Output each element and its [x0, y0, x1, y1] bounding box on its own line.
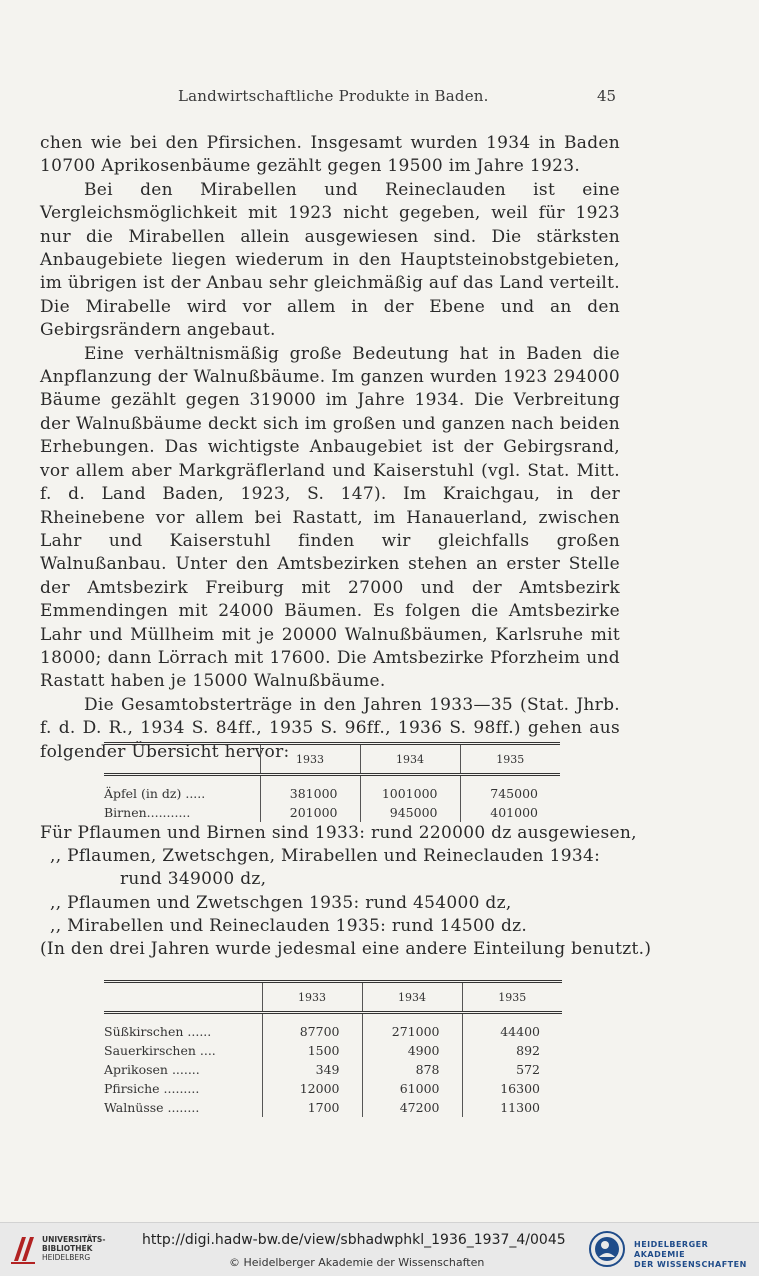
cell-value: 401000: [460, 803, 560, 822]
running-title: Landwirtschaftliche Produkte in Baden.: [178, 87, 489, 105]
cell-value: 1700: [262, 1098, 362, 1117]
note-line: rund 349000 dz,: [120, 869, 267, 890]
body-text: [40, 132, 620, 764]
cell-value: 1500: [262, 1041, 362, 1060]
cell-value: 381000: [260, 775, 360, 804]
table-row: [104, 1060, 562, 1079]
year-header: 1933: [260, 744, 360, 775]
university-library-name: [42, 1235, 105, 1262]
table-row: [104, 1098, 562, 1117]
paragraph-3: Eine verhältnismäßig große Bedeutung hat in Baden die Anpflanzung der Walnußbäume. Im ganzen wurden 1923 294000 Bäume gezählt gegen 319000 im Jahre 1934. Die Verbreitung der Walnußbäume deckt sich im großen und ganzen nach beiden Erhebungen. Das wichtigste Anbaugebiet ist der Gebirgsrand, vor allem aber Markgräflerland und Kaiserstuhl (vgl. Stat. Mitt. f. d. Land Baden, 1923, S. 147). Im Kraichgau, in der Rheinebene vor allem bei Rastatt, im Hanauerland, zwischen Lahr und Kaiserstuhl finden wir gleichfalls großen Walnußanbau. Unter den Amtsbezirken stehen an erster Stelle der Amtsbezirk Freiburg mit 27000 und der Amtsbezirk Emmendingen mit 24000 Bäumen. Es folgen die Amtsbezirke Lahr und Müllheim mit je 20000 Walnußbäumen, Karlsruhe mit 18000; dann Lörrach mit 17600. Die Amtsbezirke Pforzheim und Rastatt haben je 15000 Walnußbäume.: [40, 343, 620, 692]
year-header: 1933: [262, 982, 362, 1013]
year-header: 1935: [460, 744, 560, 775]
year-header: 1934: [362, 982, 462, 1013]
academy-line: HEIDELBERGER AKADEMIE: [634, 1240, 709, 1259]
cell-value: 349: [262, 1060, 362, 1079]
cell-value: 11300: [462, 1098, 562, 1117]
table-header-blank: [104, 744, 260, 775]
cell-value: 12000: [262, 1079, 362, 1098]
note-line: ,, Mirabellen und Reineclauden 1935: rund 14500 dz.: [50, 915, 528, 936]
row-label: Walnüsse ........: [104, 1100, 200, 1115]
cell-value: 201000: [260, 803, 360, 822]
note-line: ,, Pflaumen, Zwetschgen, Mirabellen und Reineclauden 1934:: [50, 846, 601, 867]
row-label: Birnen...........: [104, 805, 191, 820]
year-header: 1935: [462, 982, 562, 1013]
paragraph-4: Die Gesamtobsterträge in den Jahren 1933—35 (Stat. Jhrb. f. d. D. R., 1934 S. 84ff., 1935 S. 96ff., 1936 S. 98ff.) gehen aus folgender Übersicht hervor:: [40, 694, 620, 762]
note-line: Für Pflaumen und Birnen sind 1933: rund 220000 dz ausgewiesen,: [40, 823, 637, 843]
cell-value: 61000: [362, 1079, 462, 1098]
row-label: Aprikosen .......: [104, 1062, 200, 1077]
academy-name: [634, 1240, 759, 1270]
note-line: ,, Pflaumen und Zwetschgen 1935: rund 454000 dz,: [50, 892, 512, 913]
cell-value: 44400: [462, 1013, 562, 1042]
cell-value: 271000: [362, 1013, 462, 1042]
permalink-url[interactable]: http://digi.hadw-bw.de/view/sbhadwphkl_1936_1937_4/0045: [142, 1232, 566, 1248]
cell-value: 4900: [362, 1041, 462, 1060]
row-label: Sauerkirschen ....: [104, 1043, 216, 1058]
notes-list: [40, 822, 652, 961]
row-label: Pfirsiche .........: [104, 1081, 200, 1096]
university-library-logo-icon[interactable]: [8, 1231, 38, 1267]
page-number: 45: [597, 87, 617, 105]
copyright-notice: © Heidelberger Akademie der Wissenschaften: [229, 1256, 485, 1269]
academy-seal-icon[interactable]: [588, 1229, 626, 1269]
table-row: [104, 775, 560, 804]
paragraph-1: chen wie bei den Pfirsichen. Insgesamt wurden 1934 in Baden 10700 Aprikosenbäume gezählt gegen 19500 im Jahre 1923.: [40, 133, 620, 177]
ub-line: UNIVERSITÄTS-: [42, 1235, 106, 1244]
viewer-footer: [0, 1222, 759, 1276]
fruit-yield-table-apples-pears: [104, 742, 560, 822]
cell-value: 47200: [362, 1098, 462, 1117]
fruit-yield-table-stone-fruit: [104, 980, 562, 1117]
row-label: Äpfel (in dz) .....: [104, 786, 206, 801]
ub-line: BIBLIOTHEK: [42, 1244, 93, 1253]
table-row: [104, 1041, 562, 1060]
cell-value: 878: [362, 1060, 462, 1079]
note-line: (In den drei Jahren wurde jedesmal eine andere Einteilung benutzt.): [40, 939, 652, 960]
table-row: [104, 1013, 562, 1042]
ub-line: HEIDELBERG: [42, 1253, 91, 1262]
cell-value: 745000: [460, 775, 560, 804]
paragraph-2: Bei den Mirabellen und Reineclauden ist eine Vergleichsmöglichkeit mit 1923 nicht gegeben, weil für 1923 nur die Mirabellen allein ausgewiesen sind. Die stärksten Anbaugebiete liegen wiederum in den Hauptsteinobstgebieten, im übrigen ist der Anbau sehr gleichmäßig auf das Land verteilt. Die Mirabelle wird vor allem in der Ebene und an den Gebirgsrändern angebaut.: [40, 179, 620, 341]
year-header: 1934: [360, 744, 460, 775]
row-label: Süßkirschen ......: [104, 1024, 212, 1039]
table-row: [104, 1079, 562, 1098]
table-header-blank: [104, 982, 262, 1013]
cell-value: 16300: [462, 1079, 562, 1098]
table-row: [104, 803, 560, 822]
cell-value: 892: [462, 1041, 562, 1060]
academy-line: DER WISSENSCHAFTEN: [634, 1260, 747, 1269]
cell-value: 87700: [262, 1013, 362, 1042]
cell-value: 1001000: [360, 775, 460, 804]
cell-value: 572: [462, 1060, 562, 1079]
cell-value: 945000: [360, 803, 460, 822]
table-header-row: [104, 744, 560, 775]
table-header-row: [104, 982, 562, 1013]
